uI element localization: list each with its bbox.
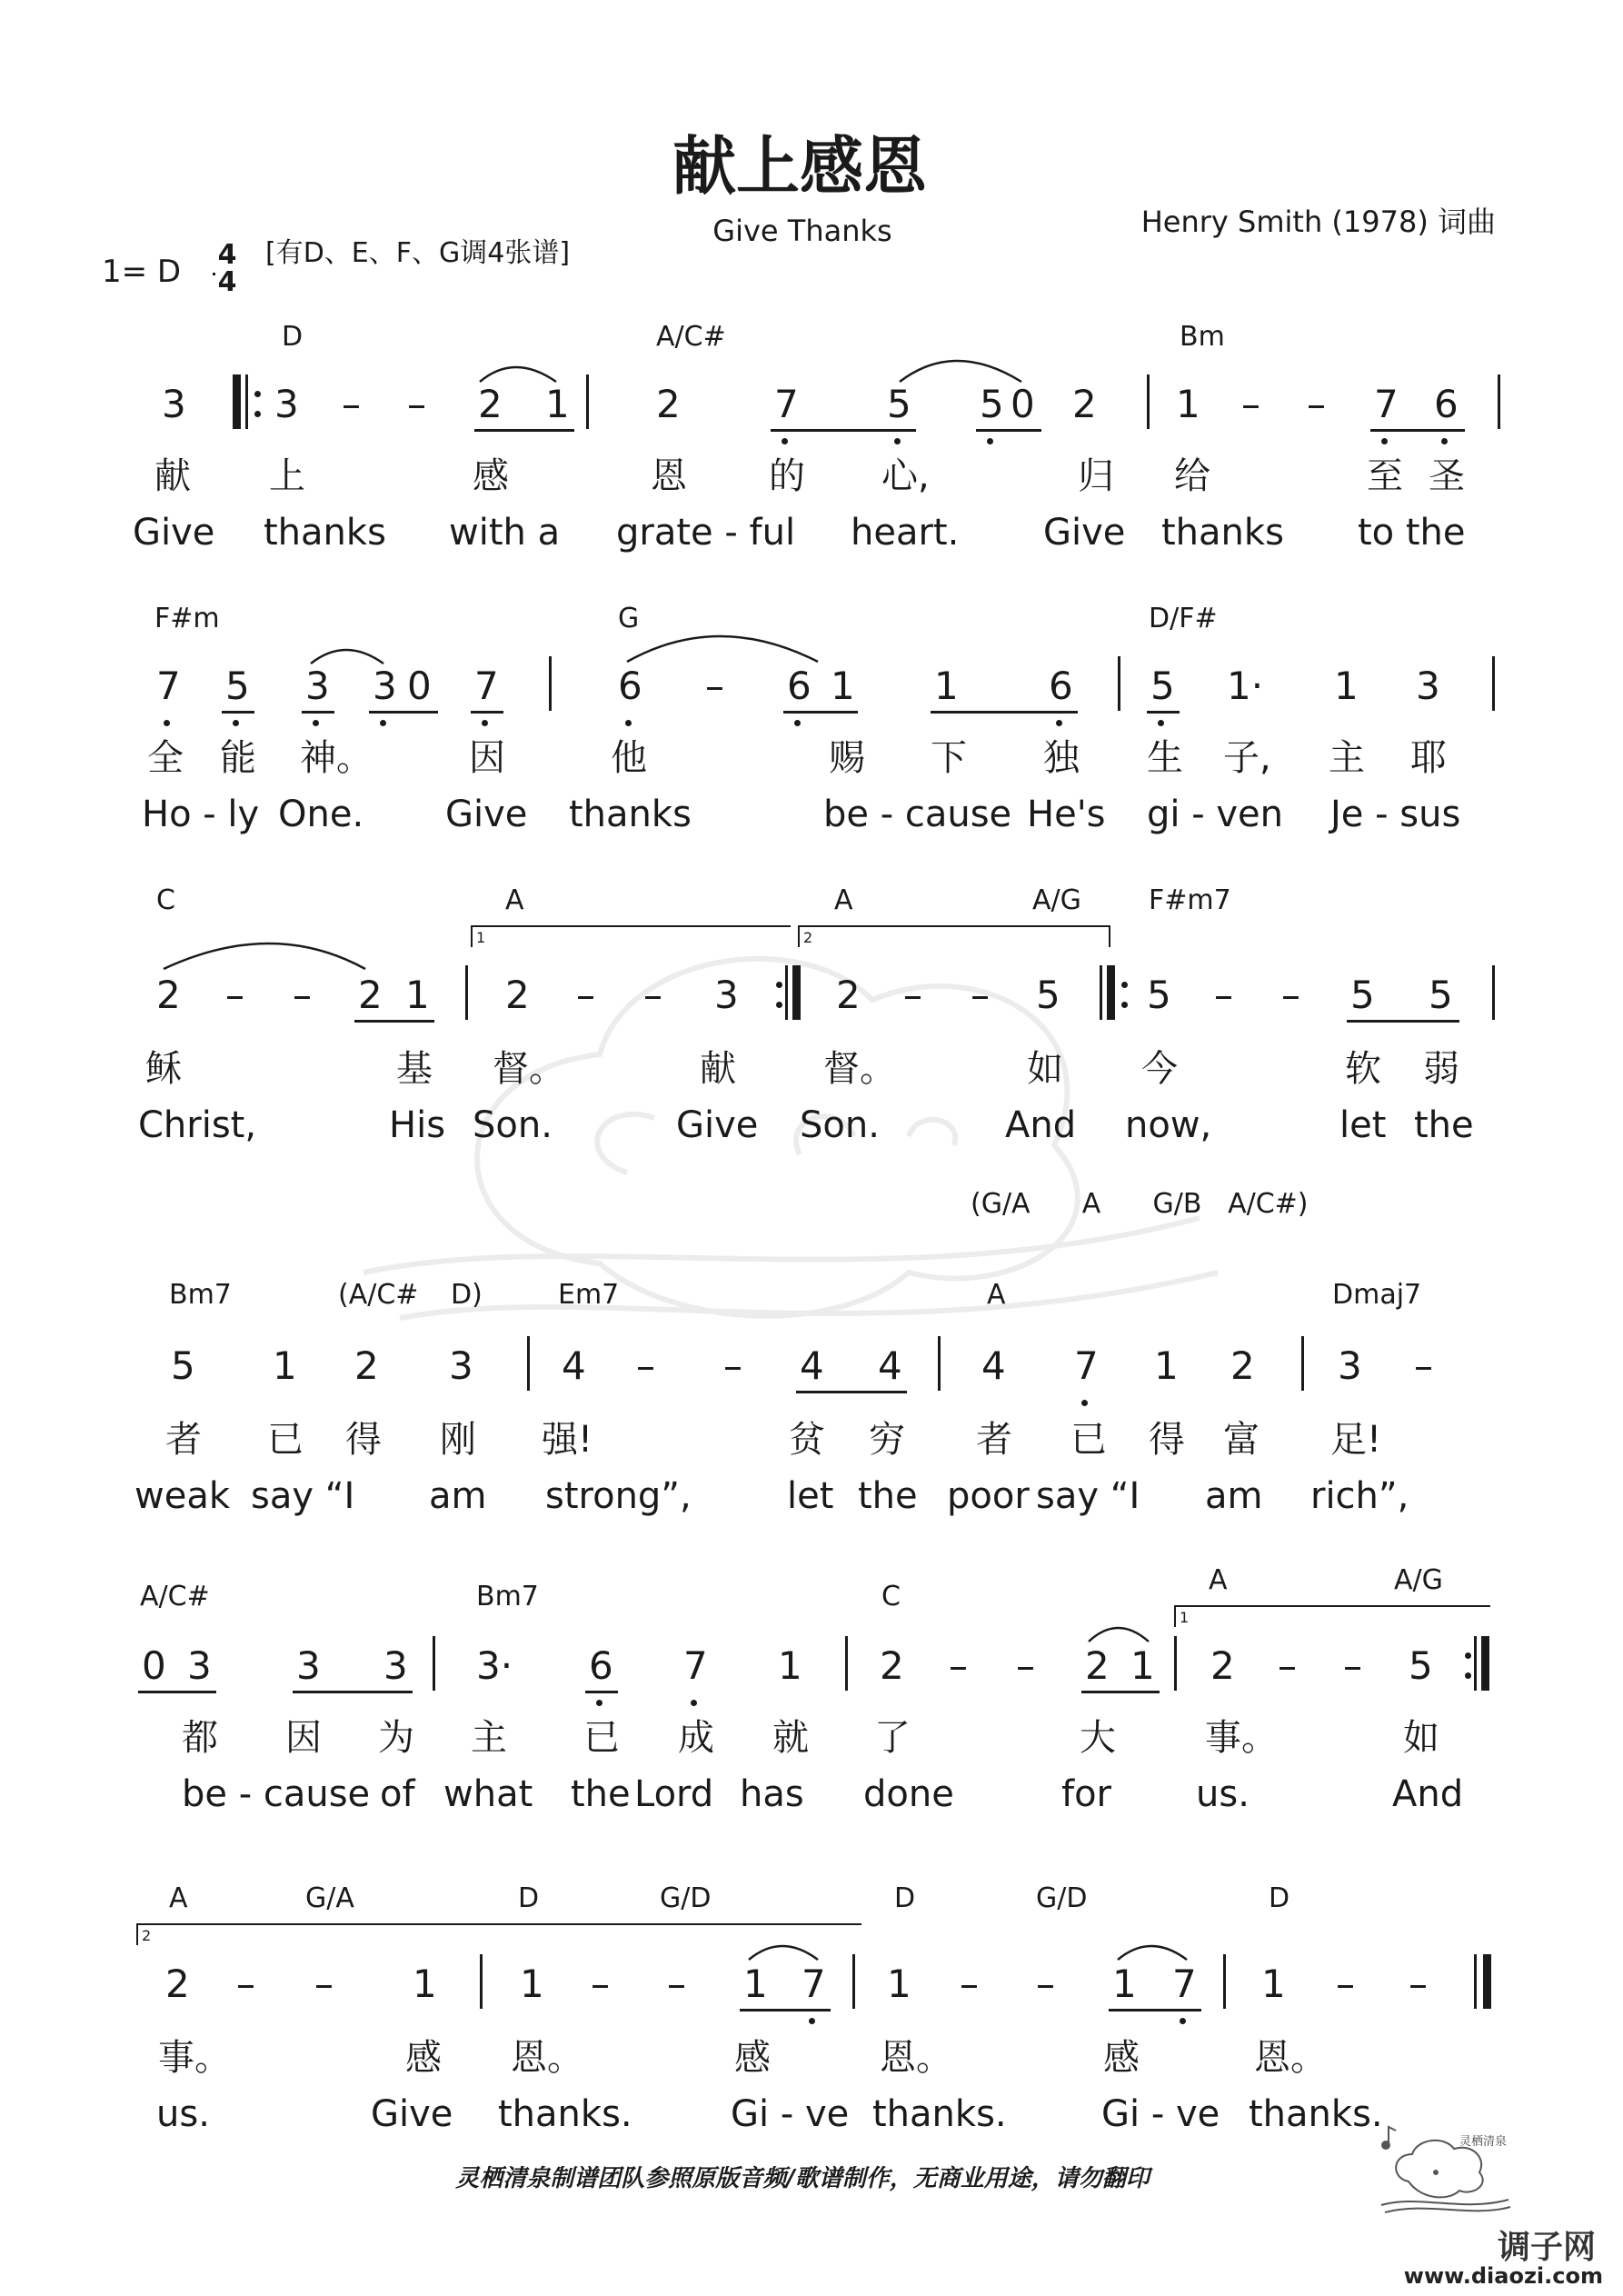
note: 2 (354, 1343, 379, 1388)
lyric-en: Give (676, 1104, 759, 1146)
note: 1 (273, 1343, 297, 1388)
note: 3 (1416, 664, 1440, 708)
lyric-cn: 至 (1367, 455, 1403, 497)
note: 1 (1154, 1343, 1179, 1388)
chord: Bm7 (476, 1581, 539, 1612)
note: 1 (520, 1962, 544, 2006)
chord: D (1269, 1882, 1290, 1914)
lyric-en: thanks. (1249, 2093, 1383, 2135)
lyric-en: to the (1358, 512, 1466, 554)
lyric-en: Gi - ve (731, 2093, 850, 2135)
note: – (1409, 1962, 1428, 2006)
note: 2 (1230, 1343, 1255, 1388)
note: 2 (165, 1962, 190, 2006)
note: – (960, 1962, 979, 2006)
chord: F#m7 (1149, 884, 1231, 916)
note: – (643, 973, 662, 1017)
note: 1 (1261, 1962, 1286, 2006)
note: – (342, 382, 361, 426)
chord: A/C# (656, 321, 726, 353)
note: 7 (1374, 382, 1399, 426)
note: 4 (800, 1343, 824, 1388)
lyric-cn: 恩。 (511, 2037, 583, 2079)
lyric-cn: 刚 (440, 1419, 476, 1461)
lyric-cn: 足! (1330, 1419, 1382, 1461)
lyric-cn: 为 (378, 1717, 414, 1759)
chord: A/C# (140, 1581, 210, 1612)
note: 1 (545, 382, 570, 426)
lyric-en: has (740, 1773, 804, 1815)
lyric-cn: 主 (1329, 737, 1365, 779)
lyric-en: let (787, 1475, 834, 1517)
note: 3 (162, 382, 186, 426)
chord: A (987, 1279, 1006, 1311)
lyric-cn: 贫 (789, 1419, 825, 1461)
lyric-cn: 献 (154, 455, 191, 497)
note: 5 (1429, 973, 1453, 1017)
second-ending-bracket: 2 (136, 1923, 861, 1945)
lyric-en: say “I (251, 1475, 355, 1517)
note: 3 (187, 1643, 212, 1688)
chord: A (1209, 1564, 1228, 1596)
chord: G (618, 603, 640, 634)
note: – (723, 1343, 742, 1388)
chord: Dmaj7 (1332, 1279, 1422, 1311)
chord: D (894, 1882, 916, 1914)
note: – (236, 1962, 255, 2006)
first-ending-bracket: 1 (471, 925, 791, 947)
note: 1 (413, 1962, 437, 2006)
lyric-en: us. (156, 2093, 210, 2135)
note: 3 (305, 664, 330, 708)
note: 7 (1074, 1343, 1099, 1388)
note: – (1343, 1643, 1362, 1688)
note: 1· (1227, 664, 1264, 708)
note: 7 (774, 382, 799, 426)
note: 5 (1150, 664, 1175, 708)
key-signature: 1= D (102, 254, 182, 290)
lyric-en: Give (133, 512, 215, 554)
chord: G/D (1036, 1882, 1088, 1914)
low-octave-dot (809, 2018, 815, 2024)
note: – (591, 1962, 610, 2006)
lyric-cn: 献 (700, 1048, 736, 1090)
chord: A (505, 884, 524, 916)
site-name: 调子网 (1497, 2229, 1596, 2266)
note: 1 (887, 1962, 911, 2006)
lyric-cn: 恩 (651, 455, 687, 497)
note: – (1214, 973, 1233, 1017)
chord: D (518, 1882, 540, 1914)
note: 5 (980, 382, 1004, 426)
lyric-cn: 已 (267, 1419, 304, 1461)
note: 4 (981, 1343, 1006, 1388)
chord: G/A (305, 1882, 354, 1914)
note: – (407, 382, 426, 426)
lyric-en: And (1392, 1773, 1464, 1815)
note: 6 (589, 1643, 613, 1688)
chord: A/G (1032, 884, 1081, 916)
note: 1 (1130, 1643, 1155, 1688)
lyric-cn: 生 (1147, 737, 1183, 779)
note: 7 (1172, 1962, 1197, 2006)
note: 5 (171, 1343, 195, 1388)
note: – (1307, 382, 1326, 426)
lyric-cn: 督。 (493, 1048, 565, 1090)
lyric-cn: 他 (611, 737, 647, 779)
lyric-cn: 子, (1223, 737, 1271, 779)
lyric-en: One. (278, 794, 364, 835)
lyric-cn: 感 (734, 2037, 771, 2079)
note: 2 (836, 973, 861, 1017)
lyric-cn: 赐 (829, 737, 865, 779)
note: – (225, 973, 244, 1017)
lyric-en: rich”, (1310, 1475, 1409, 1517)
lyric-en: Give (445, 794, 528, 835)
lyric-cn: 上 (269, 455, 305, 497)
logo-text: 灵栖清泉 (1459, 2134, 1508, 2148)
lyric-cn: 感 (405, 2037, 442, 2079)
note: 2 (156, 973, 181, 1017)
lyric-cn: 恩。 (1254, 2037, 1327, 2079)
lyric-cn: 神。 (300, 737, 373, 779)
lyric-en: Ho - ly (142, 794, 260, 835)
composer-credit: Henry Smith (1978) 词曲 (1140, 205, 1496, 239)
lyric-cn: 强! (542, 1419, 593, 1461)
lyric-cn: 如 (1403, 1717, 1439, 1759)
lyric-en: thanks (569, 794, 692, 835)
note: 2 (1085, 1643, 1110, 1688)
lyric-en: now, (1125, 1104, 1212, 1146)
lyric-cn: 富 (1223, 1419, 1260, 1461)
note: 5 (1147, 973, 1171, 1017)
note: 7 (474, 664, 499, 708)
lyric-en: let (1339, 1104, 1387, 1146)
lyric-cn: 事。 (158, 2037, 231, 2079)
lyric-en: thanks. (872, 2093, 1007, 2135)
note: – (1336, 1962, 1355, 2006)
note: – (971, 973, 990, 1017)
note: 4 (562, 1343, 586, 1388)
lyric-en: be - cause (182, 1773, 371, 1815)
chord: A (834, 884, 853, 916)
lyric-cn: 圣 (1429, 455, 1465, 497)
chord: D) (451, 1279, 483, 1311)
note: 2 (478, 382, 503, 426)
lyric-en: grate - ful (616, 512, 796, 554)
note: – (1241, 382, 1260, 426)
lyric-en: what (443, 1773, 533, 1815)
note: 1 (831, 664, 855, 708)
time-signature-bottom: 4 (217, 266, 237, 298)
note: 5 (1409, 1643, 1433, 1688)
low-octave-dot (1180, 2018, 1186, 2024)
lyric-cn: 今 (1141, 1048, 1178, 1090)
lyric-en: for (1061, 1773, 1111, 1815)
note: 1 (1334, 664, 1359, 708)
lyric-cn: 大 (1080, 1717, 1116, 1759)
lyric-cn: 下 (931, 737, 967, 779)
lyric-cn: 耶 (1410, 737, 1447, 779)
note: 5 (1036, 973, 1060, 1017)
note: – (636, 1343, 655, 1388)
lyric-en: strong”, (545, 1475, 692, 1517)
note: – (314, 1962, 334, 2006)
lyric-cn: 得 (345, 1419, 382, 1461)
lyric-en: gi - ven (1147, 794, 1283, 835)
lyric-cn: 了 (874, 1717, 911, 1759)
lyric-cn: 者 (165, 1419, 202, 1461)
lyric-en: am (1205, 1475, 1263, 1517)
lyric-cn: 独 (1043, 737, 1080, 779)
lyric-en: us. (1196, 1773, 1250, 1815)
lyric-en: of (380, 1773, 415, 1815)
note: 0 (142, 1643, 166, 1688)
key-note: [有D、E、F、G调4张谱] (265, 237, 571, 269)
note: – (1414, 1343, 1433, 1388)
note: 2 (1072, 382, 1097, 426)
lyric-cn: 恩。 (880, 2037, 952, 2079)
lyric-cn: 事。 (1205, 1717, 1278, 1759)
note: 1 (1176, 382, 1200, 426)
note: 1 (778, 1643, 802, 1688)
song-subtitle: Give Thanks (712, 214, 892, 248)
lyric-en: the (858, 1475, 918, 1517)
note: – (1036, 1962, 1055, 2006)
lyric-en: thanks (1161, 512, 1284, 554)
note: 5 (225, 664, 250, 708)
time-signature-top: 4 (217, 239, 237, 271)
lyric-en: with a (449, 512, 561, 554)
lyric-en: Gi - ve (1101, 2093, 1220, 2135)
chord: Bm7 (169, 1279, 232, 1311)
note: – (576, 973, 595, 1017)
note: – (1278, 1643, 1297, 1688)
note: 1 (934, 664, 959, 708)
lyric-en: Je - sus (1330, 794, 1461, 835)
lyric-en: He's (1027, 794, 1106, 835)
lyric-en: Give (1043, 512, 1126, 554)
lyric-cn: 都 (182, 1717, 218, 1759)
note: 6 (1049, 664, 1073, 708)
note: 2 (880, 1643, 904, 1688)
lyric-cn: 如 (1027, 1048, 1063, 1090)
lyric-cn: 给 (1174, 455, 1210, 497)
note: 1 (1112, 1962, 1137, 2006)
note: 3· (476, 1643, 513, 1688)
lyric-en: weak (134, 1475, 230, 1517)
note: 7 (683, 1643, 708, 1688)
note: 3 (714, 973, 739, 1017)
note: – (293, 973, 312, 1017)
lyric-en: poor (947, 1475, 1030, 1517)
site-url: www.diaozi.com (1403, 2263, 1603, 2289)
chord: A/G (1394, 1564, 1443, 1596)
lyric-cn: 主 (471, 1717, 507, 1759)
note: – (667, 1962, 686, 2006)
chord: D (282, 321, 304, 353)
note: 1 (405, 973, 430, 1017)
lyric-cn: 成 (678, 1717, 714, 1759)
note: – (1281, 973, 1300, 1017)
note: 2 (656, 382, 681, 426)
lyric-en: Lord (634, 1773, 714, 1815)
lyric-en: thanks (264, 512, 386, 554)
chord: C (156, 884, 175, 916)
lyric-en: heart. (851, 512, 960, 554)
note: 2 (1210, 1643, 1235, 1688)
chord: Bm (1180, 321, 1225, 353)
lyric-en: Christ, (138, 1104, 257, 1146)
note: 3 (449, 1343, 473, 1388)
alternate-chords: (G/A A G/B A/C#) (971, 1188, 1309, 1220)
lyric-cn: 感 (473, 455, 509, 497)
note: – (903, 973, 922, 1017)
chord: (A/C# (338, 1279, 419, 1311)
chord: A (169, 1882, 188, 1914)
chord: C (881, 1581, 901, 1612)
note: – (1016, 1643, 1035, 1688)
note: 1 (743, 1962, 768, 2006)
note: 3 (383, 1643, 408, 1688)
note: 2 (505, 973, 530, 1017)
lyric-cn: 基 (396, 1048, 433, 1090)
note: – (705, 664, 724, 708)
lyric-cn: 督。 (823, 1048, 896, 1090)
lyric-en: am (429, 1475, 487, 1517)
lyric-en: Son. (473, 1104, 553, 1146)
chord: F#m (154, 603, 220, 634)
note: 3 (296, 1643, 321, 1688)
lyric-cn: 得 (1149, 1419, 1185, 1461)
first-ending-bracket: 1 (1174, 1605, 1490, 1627)
lyric-cn: 软 (1345, 1048, 1381, 1090)
note: 5 (887, 382, 911, 426)
lyric-cn: 因 (469, 737, 505, 779)
chord: G/D (660, 1882, 712, 1914)
song-title: 献上感恩 (672, 129, 927, 204)
note: 5 (1350, 973, 1375, 1017)
note: 3 (1338, 1343, 1362, 1388)
lyric-cn: 归 (1078, 455, 1114, 497)
lyric-cn: 穷 (869, 1419, 905, 1461)
lyric-cn: 因 (285, 1717, 322, 1759)
note: 4 (878, 1343, 902, 1388)
lyric-en: And (1005, 1104, 1077, 1146)
lyric-en: the (571, 1773, 631, 1815)
lyric-en: His (389, 1104, 446, 1146)
sheep-logo-icon (1372, 2118, 1518, 2218)
lyric-en: the (1414, 1104, 1474, 1146)
lyric-en: done (863, 1773, 954, 1815)
lyric-cn: 已 (1070, 1419, 1107, 1461)
note: 7 (802, 1962, 826, 2006)
lyric-cn: 者 (976, 1419, 1012, 1461)
chord: D/F# (1149, 603, 1218, 634)
note: 6 (618, 664, 642, 708)
note: – (949, 1643, 968, 1688)
note: 6 (787, 664, 812, 708)
note: 7 (156, 664, 181, 708)
lyric-en: Give (371, 2093, 453, 2135)
chord: Em7 (558, 1279, 620, 1311)
note: 0 (407, 664, 432, 708)
lyric-cn: 的 (769, 455, 805, 497)
lyric-cn: 弱 (1423, 1048, 1459, 1090)
lyric-en: thanks. (498, 2093, 632, 2135)
lyric-cn: 心, (881, 455, 930, 497)
note: 6 (1434, 382, 1459, 426)
lyric-cn: 稣 (145, 1048, 182, 1090)
lyric-en: be - cause (823, 794, 1012, 835)
lyric-en: say “I (1036, 1475, 1140, 1517)
second-ending-bracket: 2 (798, 925, 1110, 947)
lyric-cn: 已 (583, 1717, 620, 1759)
lyric-cn: 感 (1103, 2037, 1140, 2079)
note: 0 (1011, 382, 1035, 426)
lyric-en: Son. (800, 1104, 880, 1146)
footer-credit: 灵栖清泉制谱团队参照原版音频/歌谱制作，无商业用途，请勿翻印 (455, 2165, 1150, 2192)
note: 3 (373, 664, 397, 708)
lyric-cn: 就 (772, 1717, 809, 1759)
lyric-cn: 全 (147, 737, 184, 779)
note: 2 (358, 973, 383, 1017)
note: 3 (274, 382, 299, 426)
lyric-cn: 能 (220, 737, 256, 779)
